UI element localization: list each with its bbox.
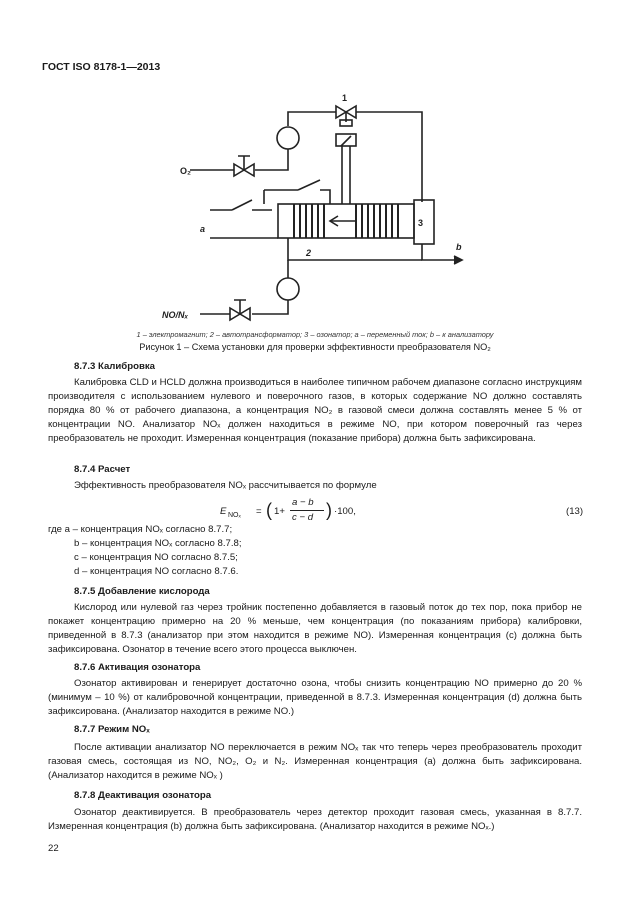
figure-caption: Рисунок 1 – Схема установки для проверки эффективности преобразователя NO₂: [139, 342, 491, 352]
section-874-intro: Эффективность преобразователя NOₓ рассчитывается по формуле: [74, 480, 377, 491]
section-873-title: 8.7.3 Калибровка: [74, 361, 155, 372]
formula-numerator: a − b: [292, 497, 314, 508]
section-877-title: 8.7.7 Режим NOₓ: [74, 724, 150, 735]
label-2: 2: [306, 248, 312, 258]
equation-number: (13): [566, 506, 584, 517]
section-875-text: Кислород или нулевой газ через тройник постепенно добавляется в газовый поток до тех пор, пока прибор не покажет концентрацию примерно на 20 % меньше, чем концентрация (по показаниям прибора) калибровки, приведенной в 8.7.3 (анализатор при этом находится в режиме NO). Измеренная концентрация (c) должна быть зафиксирована. Озонатор в течение всего этого процесса выключен.: [48, 602, 582, 655]
section-875-title: 8.7.5 Добавление кислорода: [74, 586, 210, 597]
formula-denominator: c − d: [292, 512, 314, 523]
section-877-text: После активации анализатор NO переключается в режим NOₓ так что теперь через преобразователь проходит газовая смесь, состоящая из NO, NO₂, O₂ и N₂. Измеренная концентрация (a) должна быть зафиксирована. (Анализатор находится в режиме NOₓ ): [48, 742, 582, 781]
figure-legend: 1 – электромагнит; 2 – автотрансформатор; 3 – озонатор; a – переменный ток; b – к анализатору: [136, 330, 494, 339]
section-873-text: Калибровка CLD и HCLD должна производиться в наиболее типичном рабочем диапазоне согласно инструкциям производителя с использованием нулевого и поверочного газов, в которых содержание NO должно составлять порядка 80 % от рабочего диапазона, а концентрация NO₂ в газовой смеси должна составлять менее 5 % от концентрации NO. Анализатор NOₓ должен находиться в режиме NO, при котором поверочный газ через преобразователь не проходит. Измеренная концентрация (показание прибора) должна быть зафиксирована.: [48, 377, 582, 444]
section-874-title: 8.7.4 Расчет: [74, 464, 131, 475]
label-a: a: [200, 224, 206, 234]
page-number: 22: [48, 843, 59, 854]
label-3: 3: [418, 218, 424, 228]
unit-3-box: [414, 200, 434, 244]
where-b: b – концентрация NOₓ согласно 8.7.8;: [74, 538, 242, 549]
top-line-right: [356, 112, 422, 202]
formula-13: E NOₓ = ( 1+ a − b c − d ) ·100,: [220, 497, 356, 523]
label-b: b: [456, 242, 462, 252]
label-1: 1: [342, 93, 348, 103]
formula-tail: ·100,: [334, 506, 356, 517]
where-d: d – концентрация NO согласно 8.7.6.: [74, 566, 239, 577]
where-a: где a – концентрация NOₓ согласно 8.7.7;: [48, 524, 233, 535]
section-876-text: Озонатор активирован и генерирует достаточно озона, чтобы снизить концентрацию NO примерно до 20 % (минимум – 10 %) от калибровочной концентрации, приведенной в 8.7.3. Измеренная концентрация (d) должна быть зафиксирована. (Анализатор находится в режиме NO.): [48, 678, 582, 717]
formula-one: 1+: [274, 506, 285, 517]
flow-meter-bottom: [277, 278, 299, 300]
ozone-setup-diagram: [160, 92, 530, 332]
label-o2: O₂: [180, 166, 191, 176]
top-line-left: [288, 112, 336, 126]
section-876-title: 8.7.6 Активация озонатора: [74, 662, 201, 673]
formula-lhs: E: [220, 506, 227, 517]
label-nonx: NO/Nₓ: [162, 310, 189, 320]
formula-subscript: NOₓ: [228, 512, 241, 519]
section-878-text: Озонатор деактивируется. В преобразователь через детектор проходит газовая смесь, указанная в 8.7.7. Измеренная концентрация (b) должна быть зафиксирована. (Анализатор находится в режиме NOₓ.): [48, 807, 582, 832]
section-878-title: 8.7.8 Деактивация озонатора: [74, 790, 212, 801]
flow-meter-top: [277, 127, 299, 149]
document-header: ГОСТ ISO 8178-1—2013: [42, 61, 161, 73]
where-c: c – концентрация NO согласно 8.7.5;: [74, 552, 238, 563]
